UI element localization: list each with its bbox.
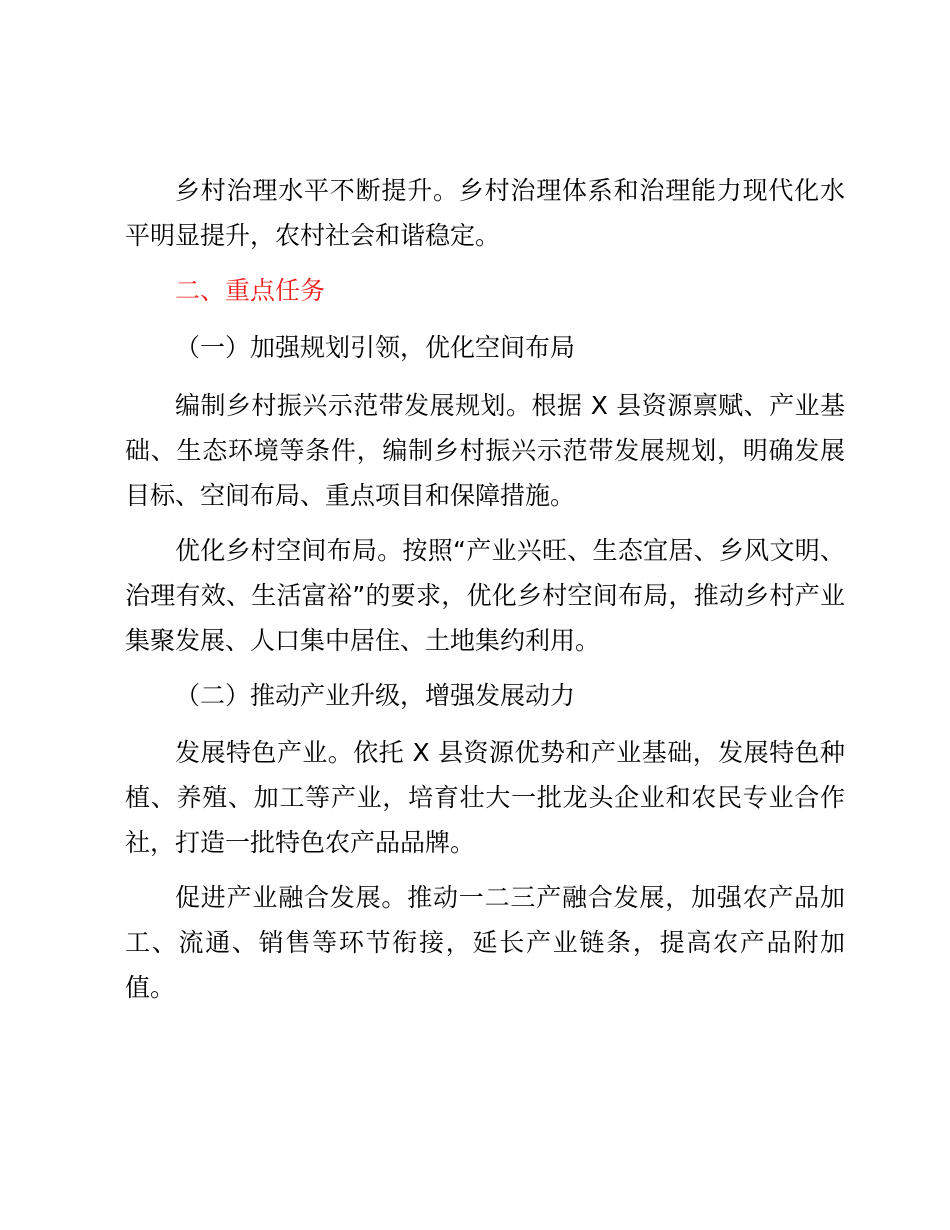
section-heading-key-tasks: 二、重点任务	[175, 276, 326, 305]
paragraph-demonstration-plan-line-1: 编制乡村振兴示范带发展规划。根据 X 县资源禀赋、产业基	[175, 391, 845, 420]
paragraph-specialty-industry-line-3: 社，打造一批特色农产品品牌。	[125, 828, 476, 857]
paragraph-spatial-layout-line-3: 集聚发展、人口集中居住、土地集约利用。	[125, 626, 601, 655]
paragraph-industry-integration-line-2: 工、流通、销售等环节衔接，延长产业链条，提高农产品附加	[125, 928, 845, 957]
paragraph-specialty-industry-line-2: 植、养殖、加工等产业，培育壮大一批龙头企业和农民专业合作	[125, 783, 845, 812]
paragraph-spatial-layout-line-1: 优化乡村空间布局。按照“产业兴旺、生态宜居、乡风文明、	[175, 536, 845, 565]
paragraph-rural-governance-line-1: 乡村治理水平不断提升。乡村治理体系和治理能力现代化水	[175, 176, 845, 205]
paragraph-demonstration-plan-line-2: 础、生态环境等条件，编制乡村振兴示范带发展规划，明确发展	[125, 436, 845, 465]
paragraph-industry-integration-line-1: 促进产业融合发展。推动一二三产融合发展，加强农产品加	[175, 883, 845, 912]
paragraph-specialty-industry-line-1: 发展特色产业。依托 X 县资源优势和产业基础，发展特色种	[175, 738, 845, 767]
subheading-planning-guidance: （一）加强规划引领，优化空间布局	[175, 333, 576, 362]
paragraph-rural-governance-line-2: 平明显提升，农村社会和谐稳定。	[125, 221, 501, 250]
subheading-industry-upgrade: （二）推动产业升级，增强发展动力	[175, 681, 576, 710]
paragraph-demonstration-plan-line-3: 目标、空间布局、重点项目和保障措施。	[125, 481, 576, 510]
paragraph-spatial-layout-line-2: 治理有效、生活富裕”的要求，优化乡村空间布局，推动乡村产业	[125, 581, 845, 610]
paragraph-industry-integration-line-3: 值。	[125, 973, 176, 1002]
